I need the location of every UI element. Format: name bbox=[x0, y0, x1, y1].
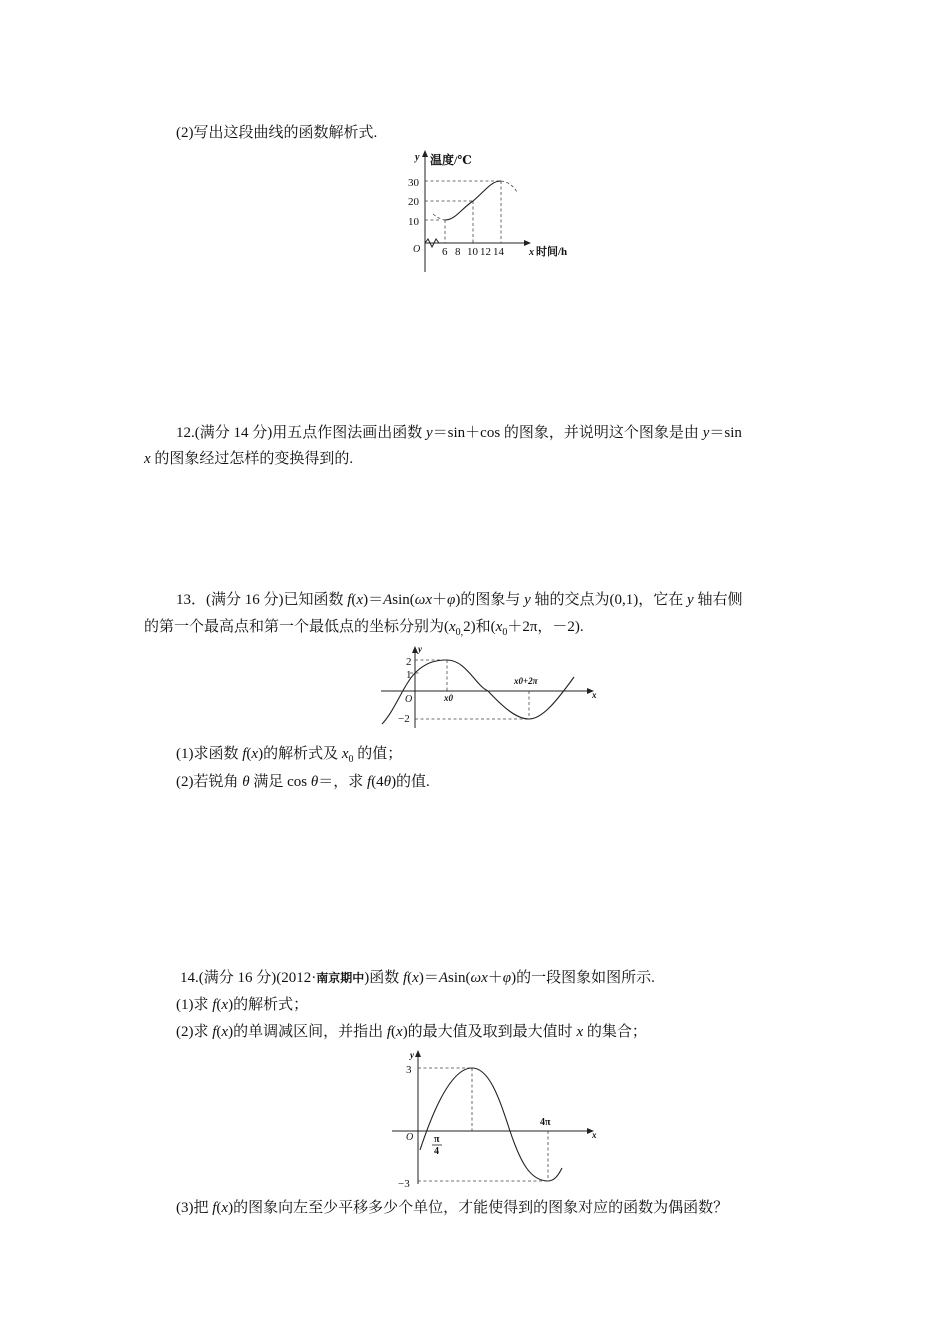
q13-text: 满足 cos bbox=[249, 774, 311, 790]
q14-text: )＝ bbox=[418, 970, 439, 986]
q13-var: θ bbox=[242, 774, 250, 790]
q14-var: f bbox=[212, 1200, 217, 1216]
q14-text: ( bbox=[216, 997, 222, 1013]
q14-var: x bbox=[221, 1024, 229, 1040]
fig2-origin: O bbox=[405, 694, 413, 705]
fig3-y-label: y bbox=[410, 1050, 414, 1060]
q13-text: )的解析式及 bbox=[258, 746, 342, 762]
q12-var: y bbox=[702, 425, 710, 441]
q13-text: )的值. bbox=[391, 774, 430, 790]
fig1-tick-30: 30 bbox=[408, 177, 419, 189]
q14-text: (2)求 bbox=[176, 1024, 213, 1040]
q13-text: (2)若锐角 bbox=[176, 774, 243, 790]
q13-var: f bbox=[367, 774, 372, 790]
q11-part2-text: (2)写出这段曲线的函数解析式. bbox=[176, 125, 378, 141]
fig2-tick-neg2: −2 bbox=[398, 713, 410, 725]
q13-text: 轴的交点为(0,1)，它在 bbox=[530, 592, 688, 608]
q14-text: ＋ bbox=[487, 970, 503, 986]
q13-line2 bbox=[144, 617, 584, 637]
q14-text: ( bbox=[216, 1024, 222, 1040]
fig1-y-label: y bbox=[415, 152, 420, 163]
fig3-tick-neg3: −3 bbox=[398, 1178, 410, 1188]
q14-text: 的集合； bbox=[583, 1024, 647, 1040]
fig2-x0-2pi-label: x0+2π bbox=[514, 676, 538, 686]
q14-text: )的图象向左至少平移多少个单位，才能使得到的图象对应的函数为偶函数？ bbox=[228, 1200, 729, 1216]
q11-part2 bbox=[176, 123, 377, 143]
q14-text: 14.(满分 16 分)(2012· bbox=[180, 970, 317, 986]
q14-text: )的最大值及取到最大值时 bbox=[402, 1024, 577, 1040]
q13-var: f bbox=[242, 746, 247, 762]
fig1-x-tick-8: 8 bbox=[455, 246, 461, 258]
q13-text: 的第一个最高点和第一个最低点的坐标分别为( bbox=[144, 619, 449, 635]
q14-var: x bbox=[396, 1024, 403, 1040]
q14-source: 南京期中 bbox=[316, 971, 365, 985]
y-axis-arrow bbox=[415, 1050, 421, 1057]
q13-var: x bbox=[356, 592, 364, 608]
q12-line1 bbox=[176, 423, 742, 443]
q13-line1 bbox=[176, 590, 742, 610]
q12-text: ＝sin＋cos 的图象，并说明这个图象是由 bbox=[432, 425, 703, 441]
q12-text: ＝sin bbox=[709, 425, 742, 441]
q13-part1 bbox=[176, 744, 402, 764]
q14-var: φ bbox=[502, 970, 512, 986]
q13-text: (1)求函数 bbox=[176, 746, 243, 762]
q13-var: θ bbox=[383, 774, 392, 790]
q13-text: ＋ bbox=[432, 592, 448, 608]
sine-graph-q14 bbox=[390, 1046, 602, 1188]
q12-text: 的图象经过怎样的变换得到的. bbox=[150, 451, 354, 467]
fig3-pi-den: 4 bbox=[434, 1146, 439, 1157]
q14-var: f bbox=[212, 1024, 217, 1040]
q13-var: x bbox=[495, 619, 503, 635]
q12-var: y bbox=[426, 425, 433, 441]
q14-part1 bbox=[176, 995, 308, 1015]
q14-var: x bbox=[221, 997, 229, 1013]
q13-text: 13．(满分 16 分)已知函数 bbox=[176, 592, 348, 608]
q14-text: sin( bbox=[448, 970, 471, 986]
q13-var: x bbox=[251, 746, 259, 762]
q13-var: y bbox=[687, 592, 694, 608]
q14-var: ωx bbox=[470, 970, 488, 986]
q14-text: (1)求 bbox=[176, 997, 213, 1013]
q14-text: )函数 bbox=[364, 970, 403, 986]
fig3-origin: O bbox=[406, 1132, 414, 1143]
q13-var: x bbox=[341, 746, 349, 762]
q13-text: )＝ bbox=[363, 592, 384, 608]
q14-var: f bbox=[386, 1024, 392, 1040]
q13-var: φ bbox=[447, 592, 456, 608]
q14-text: )的单调减区间，并指出 bbox=[228, 1024, 387, 1040]
q14-var: A bbox=[438, 970, 449, 986]
q12-line2 bbox=[144, 449, 353, 469]
q14-line1 bbox=[180, 968, 655, 988]
fig1-x-tick-10: 10 bbox=[467, 246, 478, 258]
q13-var: ωx bbox=[414, 592, 433, 608]
fig1-tick-10: 10 bbox=[408, 216, 419, 228]
q14-var: x bbox=[221, 1200, 229, 1216]
q13-var: A bbox=[383, 592, 393, 608]
q13-part2 bbox=[176, 772, 430, 792]
q14-text: ( bbox=[407, 970, 413, 986]
q13-text: 2)和( bbox=[463, 619, 496, 635]
q12-var: x bbox=[144, 451, 151, 467]
q13-var: θ bbox=[310, 774, 319, 790]
q13-var: y bbox=[524, 592, 531, 608]
fig2-x-label: x bbox=[592, 690, 597, 700]
curve-right-extension bbox=[501, 181, 517, 192]
q13-text: ＋2π，－2). bbox=[507, 619, 584, 635]
fig1-x-tick-14: 14 bbox=[493, 246, 504, 258]
fig3-pi-num: π bbox=[434, 1134, 440, 1145]
q13-var: f bbox=[347, 592, 352, 608]
q12-text: 12.(满分 14 分)用五点作图法画出函数 bbox=[176, 425, 426, 441]
q14-part2 bbox=[176, 1022, 647, 1042]
fig2-tick-1: 1 bbox=[406, 669, 412, 681]
fig2-y-label: y bbox=[418, 644, 422, 654]
fig1-y-title: 温度/℃ bbox=[430, 153, 472, 167]
fig1-x-label: x bbox=[529, 247, 534, 258]
q14-text: ( bbox=[391, 1024, 397, 1040]
q13-text: )的图象与 bbox=[455, 592, 525, 608]
fig1-x-title: 时间/h bbox=[536, 246, 568, 258]
fig3-x-label: x bbox=[592, 1130, 597, 1140]
y-axis-arrow bbox=[422, 150, 428, 157]
q13-text: (4 bbox=[371, 774, 384, 790]
q13-text: 的值； bbox=[353, 746, 403, 762]
fig1-x-tick-12: 12 bbox=[480, 246, 491, 258]
q14-text: ( bbox=[216, 1200, 222, 1216]
fig2-tick-2: 2 bbox=[406, 656, 412, 668]
fig2-x0-label: x0 bbox=[444, 693, 453, 703]
q13-sub: 0, bbox=[455, 627, 464, 638]
sine-graph-q13 bbox=[376, 642, 606, 730]
q14-text: )的一段图象如图所示. bbox=[511, 970, 655, 986]
q13-var: x bbox=[449, 619, 456, 635]
q13-text: ＝，求 bbox=[318, 774, 368, 790]
fig1-origin: O bbox=[413, 244, 421, 255]
q14-var: x bbox=[412, 970, 419, 986]
q13-sub: 0 bbox=[502, 627, 508, 638]
q13-text: sin( bbox=[392, 592, 415, 608]
q14-var: x bbox=[576, 1024, 584, 1040]
q14-part3 bbox=[176, 1198, 728, 1218]
x-axis-arrow bbox=[524, 240, 531, 246]
q14-var: f bbox=[403, 970, 408, 986]
fig3-4pi: 4π bbox=[540, 1117, 551, 1128]
q14-text: )的解析式； bbox=[228, 997, 309, 1013]
fig3-tick-3: 3 bbox=[406, 1064, 412, 1076]
fig1-x-tick-6: 6 bbox=[442, 246, 448, 258]
q14-text: (3)把 bbox=[176, 1200, 213, 1216]
q13-text: 轴右侧 bbox=[693, 592, 743, 608]
q13-sub: 0 bbox=[348, 754, 354, 765]
temperature-graph bbox=[395, 146, 585, 274]
fig1-tick-20: 20 bbox=[408, 196, 419, 208]
q14-var: f bbox=[212, 997, 217, 1013]
q13-text: ( bbox=[351, 592, 357, 608]
curve-left-extension bbox=[433, 214, 445, 220]
q13-text: ( bbox=[246, 746, 252, 762]
